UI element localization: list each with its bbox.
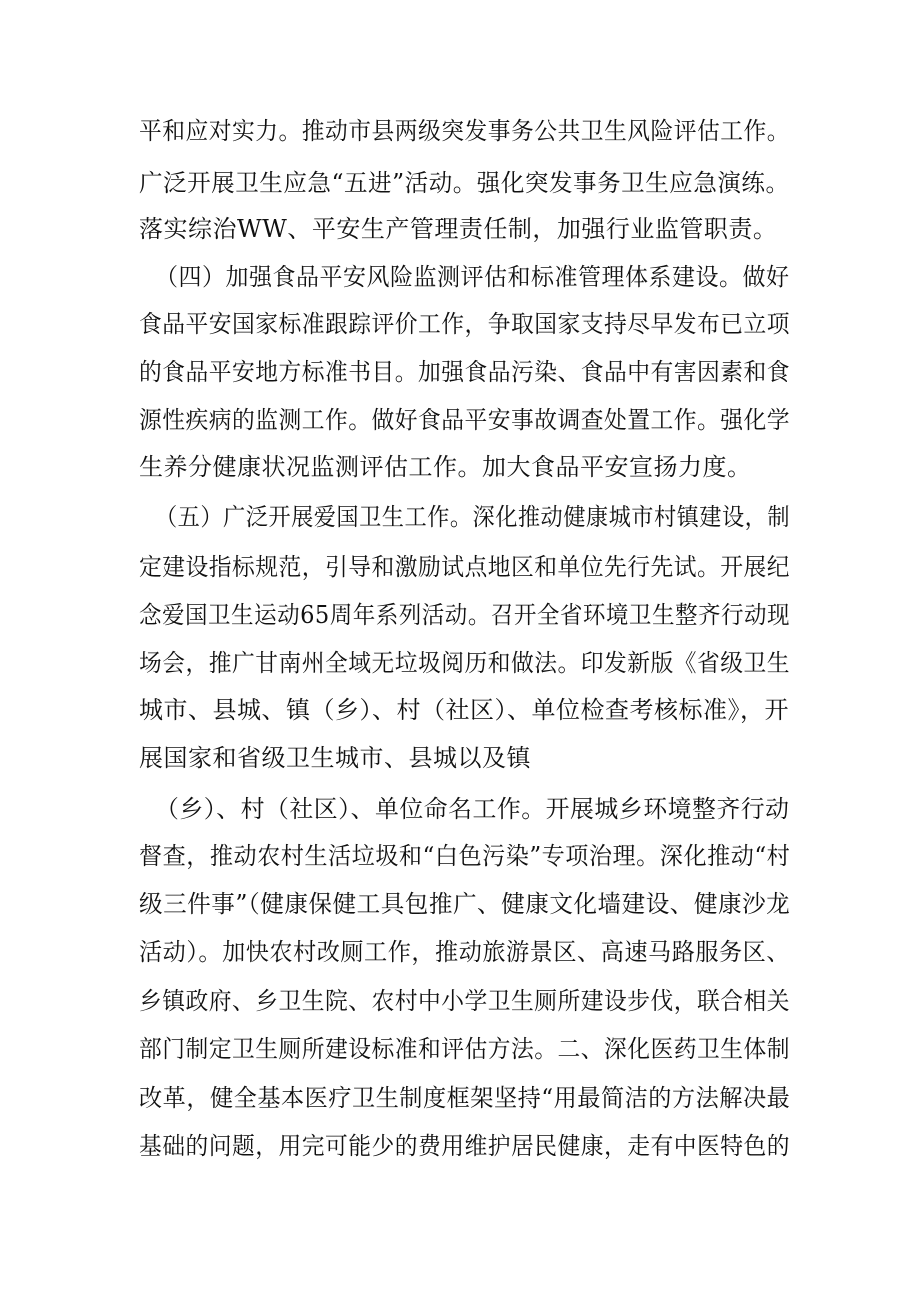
text-line: 念爱国卫生运动65周年系列活动。召开全省环境卫生整齐行动现 (139, 601, 791, 629)
text-line: 改革，健全基本医疗卫生制度框架坚持“用最简洁的方法解决最 (139, 1084, 791, 1112)
text-line: 的食品平安地方标准书目。加强食品污染、食品中有害因素和食 (139, 358, 791, 386)
text-line: 平和应对实力。推动市县两级突发事务公共卫生风险评估工作。 (139, 117, 791, 145)
text-line: 广泛开展卫生应急“五进”活动。强化突发事务卫生应急演练。 (139, 169, 790, 197)
text-line: 场会，推广甘南州全域无垃圾阅历和做法。印发新版《省级卫生 (139, 649, 791, 677)
text-line: 活动）。加快农村改厕工作，推动旅游景区、高速马路服务区、 (139, 938, 791, 966)
text-line: 食品平安国家标准跟踪评价工作，争取国家支持尽早发布已立项 (139, 310, 791, 338)
text-line: 级三件事”（健康保健工具包推广、健康文化墙建设、健康沙龙 (139, 890, 791, 918)
text-line: 部门制定卫生厕所建设标准和评估方法。二、深化医药卫生体制 (139, 1035, 791, 1063)
text-line: （乡）、村（社区）、单位命名工作。开展城乡环境整齐行动 (155, 795, 790, 823)
text-line: 生养分健康状况监测评估工作。加大食品平安宣扬力度。 (139, 453, 752, 481)
paragraph-heading-line: （五）广泛开展爱国卫生工作。深化推动健康城市村镇建设，制 (155, 503, 791, 531)
text-line: 源性疾病的监测工作。做好食品平安事故调查处置工作。强化学 (139, 406, 791, 434)
text-line: 基础的问题，用完可能少的费用维护居民健康，走有中医特色的 (139, 1132, 791, 1160)
text-line: 城市、县城、镇（乡）、村（社区）、单位检查考核标准》，开 (139, 696, 789, 724)
text-line: 乡镇政府、乡卫生院、农村中小学卫生厕所建设步伐，联合相关 (139, 987, 791, 1015)
paragraph-heading-line: （四）加强食品平安风险监测评估和标准管理体系建设。做好 (155, 263, 790, 291)
text-line: 展国家和省级卫生城市、县城以及镇 (139, 744, 531, 772)
text-line: 定建设指标规范，引导和激励试点地区和单位先行先试。开展纪 (139, 553, 791, 581)
text-line: 督查，推动农村生活垃圾和“白色污染”专项治理。深化推动“村 (139, 842, 791, 870)
text-line: 落实综治WW、平安生产管理责任制，加强行业监管职责。 (139, 215, 778, 243)
